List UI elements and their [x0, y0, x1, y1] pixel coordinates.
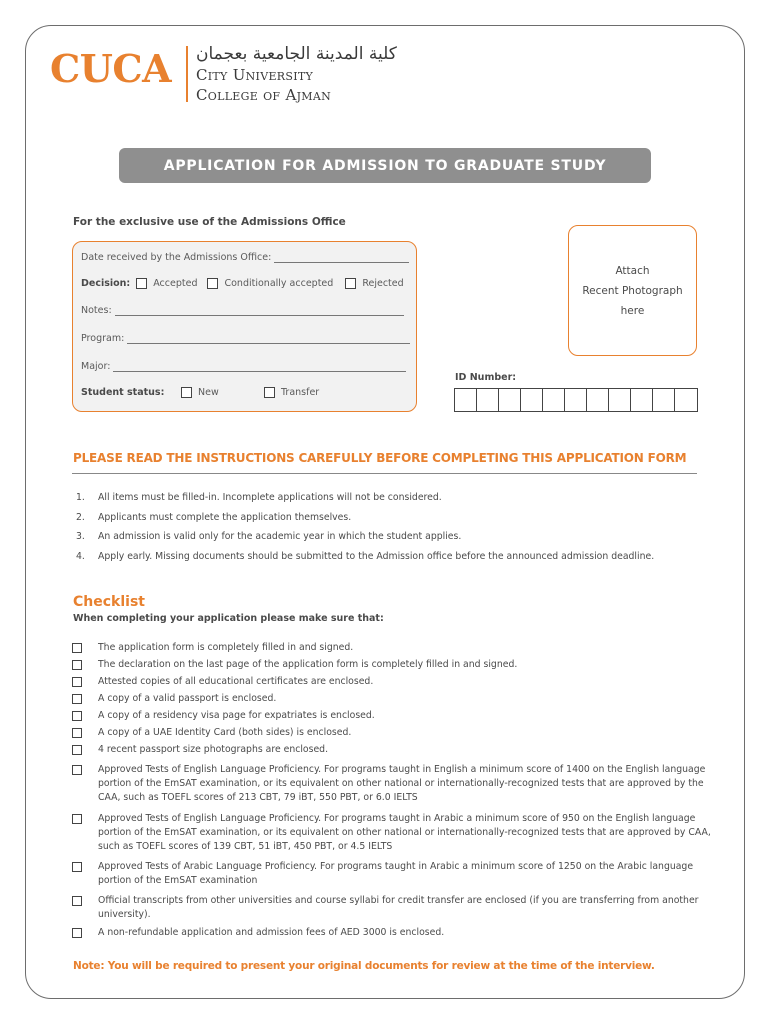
instruction-item — [76, 488, 654, 508]
checklist-item-text: A non-refundable application and admission fees of AED 3000 is enclosed. — [98, 927, 445, 938]
checklist-subtitle: When completing your application please make sure that: — [73, 613, 384, 624]
program-label: Program: — [81, 333, 125, 344]
id-number-grid[interactable] — [454, 388, 698, 412]
office-use-heading: For the exclusive use of the Admissions Office — [73, 216, 346, 228]
id-number-label: ID Number: — [455, 372, 517, 383]
logo-english-line1: City University — [196, 66, 314, 84]
checklist-item — [72, 675, 720, 689]
id-digit-cell[interactable] — [455, 389, 477, 411]
logo-acronym: CUCA — [50, 46, 172, 91]
form-title: APPLICATION FOR ADMISSION TO GRADUATE STUDY — [119, 148, 651, 183]
checklist-item — [72, 860, 720, 888]
checklist-item — [72, 926, 720, 940]
checklist-item — [72, 763, 720, 805]
checklist-checkbox[interactable] — [72, 765, 82, 775]
major-field — [81, 361, 406, 372]
photo-line3: here — [620, 304, 645, 317]
checklist-item — [72, 743, 720, 757]
instruction-number: 2. — [76, 511, 85, 523]
date-received-line[interactable] — [274, 253, 409, 263]
checklist-checkbox[interactable] — [72, 862, 82, 872]
program-field — [81, 333, 410, 344]
status-transfer-label: Transfer — [281, 387, 320, 398]
checklist-item — [72, 726, 720, 740]
notes-label: Notes: — [81, 305, 112, 316]
decision-conditional-label: Conditionally accepted — [224, 278, 334, 289]
instruction-item — [76, 547, 654, 567]
instruction-text: All items must be filled-in. Incomplete applications will not be considered. — [98, 492, 442, 504]
id-digit-cell[interactable] — [587, 389, 609, 411]
checklist-item — [72, 692, 720, 706]
checklist-item-text: The declaration on the last page of the application form is completely filled in and signed. — [98, 659, 518, 670]
instruction-text: An admission is valid only for the academic year in which the student applies. — [98, 531, 462, 543]
logo-arabic-name: كلية المدينة الجامعية بعجمان — [196, 44, 397, 64]
checklist-checkbox[interactable] — [72, 643, 82, 653]
checklist-checkbox[interactable] — [72, 694, 82, 704]
photo-box[interactable] — [568, 225, 697, 356]
id-digit-cell[interactable] — [565, 389, 587, 411]
instruction-number: 4. — [76, 550, 85, 562]
checklist-item-text: Attested copies of all educational certificates are enclosed. — [98, 676, 374, 687]
checklist-checkbox[interactable] — [72, 728, 82, 738]
checklist-item-text: Approved Tests of English Language Proficiency. For programs taught in Arabic a minimum score of 950 on the English language portion of the EmSAT examination, or its equivalent on other national or internationally-recognized tests that are approved by CAA, such as TOEFL scores of 139 CBT, 51 iBT, 450 PBT, or 4.5 IELTS — [98, 813, 711, 852]
decision-rejected-label: Rejected — [362, 278, 404, 289]
logo-divider — [186, 46, 188, 102]
checklist-checkbox[interactable] — [72, 814, 82, 824]
program-line[interactable] — [127, 334, 410, 344]
student-status-row — [81, 387, 319, 398]
status-new-checkbox[interactable] — [181, 387, 192, 398]
decision-accepted-label: Accepted — [153, 278, 198, 289]
checklist-checkbox[interactable] — [72, 711, 82, 721]
checklist-item-text: The application form is completely filled in and signed. — [98, 642, 354, 653]
decision-label: Decision: — [81, 278, 131, 289]
id-digit-cell[interactable] — [499, 389, 521, 411]
student-status-label: Student status: — [81, 387, 165, 398]
interview-note: Note: You will be required to present your original documents for review at the time of the interview. — [73, 960, 655, 972]
status-transfer-checkbox[interactable] — [264, 387, 275, 398]
checklist-item — [72, 894, 720, 922]
instructions-heading: PLEASE READ THE INSTRUCTIONS CAREFULLY BEFORE COMPLETING THIS APPLICATION FORM — [73, 451, 687, 465]
checklist-checkbox[interactable] — [72, 745, 82, 755]
id-digit-cell[interactable] — [521, 389, 543, 411]
instructions-list — [76, 488, 654, 566]
checklist-checkbox[interactable] — [72, 677, 82, 687]
photo-line2: Recent Photograph — [582, 284, 683, 297]
notes-line[interactable] — [115, 306, 404, 316]
photo-line1: Attach — [615, 264, 650, 277]
id-digit-cell[interactable] — [477, 389, 499, 411]
checklist-title: Checklist — [73, 594, 145, 610]
checklist-item — [72, 709, 720, 723]
checklist-item-text: A copy of a UAE Identity Card (both sides) is enclosed. — [98, 727, 352, 738]
logo-english-line2: College of Ajman — [196, 86, 332, 104]
major-line[interactable] — [113, 362, 406, 372]
id-digit-cell[interactable] — [653, 389, 675, 411]
notes-field — [81, 305, 404, 316]
status-new-label: New — [198, 387, 219, 398]
checklist-item — [72, 658, 720, 672]
decision-accepted-checkbox[interactable] — [136, 278, 147, 289]
checklist-item — [72, 641, 720, 655]
id-digit-cell[interactable] — [543, 389, 565, 411]
checklist-item-text: A copy of a residency visa page for expatriates is enclosed. — [98, 710, 375, 721]
instructions-divider — [72, 473, 697, 474]
instruction-item — [76, 508, 654, 528]
major-label: Major: — [81, 361, 111, 372]
decision-conditional-checkbox[interactable] — [207, 278, 218, 289]
checklist-item-text: 4 recent passport size photographs are enclosed. — [98, 744, 329, 755]
checklist-checkbox[interactable] — [72, 896, 82, 906]
id-digit-cell[interactable] — [675, 389, 697, 411]
date-received-label: Date received by the Admissions Office: — [81, 252, 272, 263]
instruction-number: 3. — [76, 531, 85, 543]
checklist-item-text: A copy of a valid passport is enclosed. — [98, 693, 277, 704]
checklist-checkbox[interactable] — [72, 928, 82, 938]
decision-row — [81, 278, 404, 289]
id-digit-cell[interactable] — [609, 389, 631, 411]
instruction-number: 1. — [76, 492, 85, 504]
decision-rejected-checkbox[interactable] — [345, 278, 356, 289]
date-received-field — [81, 252, 409, 263]
instruction-item — [76, 527, 654, 547]
instruction-text: Applicants must complete the application themselves. — [98, 511, 352, 523]
checklist-item-text: Approved Tests of English Language Proficiency. For programs taught in English a minimum score of 1400 on the English language portion of the EmSAT examination, or its equivalent on other national or internationally-recognized tests that are approved by the CAA, such as TOEFL scores of 213 CBT, 79 iBT, 550 PBT, or 6.0 IELTS — [98, 764, 706, 803]
checklist-item-text: Approved Tests of Arabic Language Proficiency. For programs taught in Arabic a minimum score of 1250 on the Arabic language portion of the EmSAT examination — [98, 861, 694, 886]
id-digit-cell[interactable] — [631, 389, 653, 411]
checklist-item — [72, 812, 720, 854]
office-use-box — [72, 241, 417, 412]
checklist-checkbox[interactable] — [72, 660, 82, 670]
instruction-text: Apply early. Missing documents should be submitted to the Admission office before the announced admission deadline. — [98, 550, 655, 562]
checklist-item-text: Official transcripts from other universities and course syllabi for credit transfer are enclosed (if you are transferring from another university). — [98, 895, 699, 920]
